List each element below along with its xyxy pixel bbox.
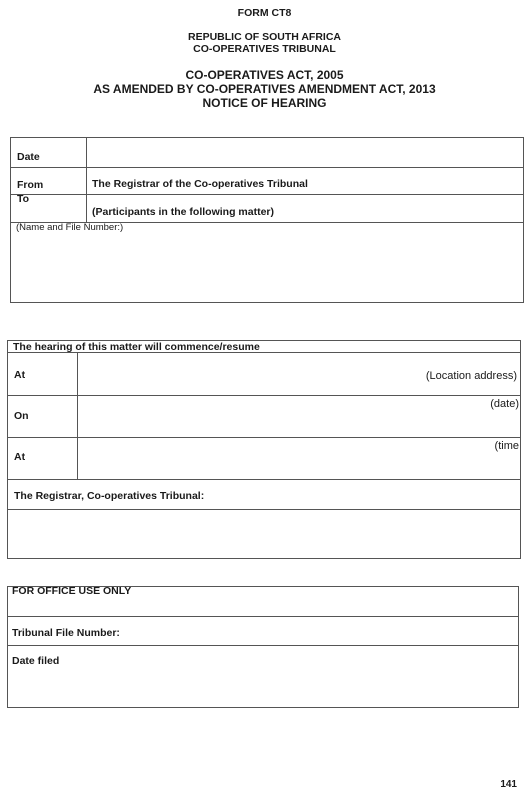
registrar-label: The Registrar, Co-operatives Tribunal: bbox=[14, 490, 205, 502]
form-id: FORM CT8 bbox=[237, 7, 292, 19]
time-hint: (time bbox=[494, 440, 519, 452]
notice-title: NOTICE OF HEARING bbox=[202, 96, 327, 110]
hearing-column-divider bbox=[77, 352, 78, 479]
divider bbox=[7, 437, 521, 438]
participants-column-divider bbox=[86, 137, 87, 222]
date-label: Date bbox=[17, 151, 40, 163]
to-value: (Participants in the following matter) bbox=[92, 206, 275, 218]
divider bbox=[7, 645, 519, 646]
header-tribunal: CO-OPERATIVES TRIBUNAL bbox=[193, 43, 336, 55]
date-filed-label: Date filed bbox=[12, 655, 60, 667]
to-label: To bbox=[17, 193, 30, 205]
on-label: On bbox=[14, 410, 29, 422]
divider bbox=[7, 616, 519, 617]
from-value: The Registrar of the Co-operatives Tribunal bbox=[92, 178, 308, 190]
divider bbox=[7, 509, 521, 510]
header-country: REPUBLIC OF SOUTH AFRICA bbox=[187, 31, 342, 43]
hearing-title: The hearing of this matter will commence/resume bbox=[13, 341, 260, 353]
participants-table bbox=[10, 137, 524, 303]
date-hint: (date) bbox=[490, 398, 519, 410]
divider bbox=[7, 395, 521, 396]
amendment-title: AS AMENDED BY CO-OPERATIVES AMENDMENT ACT, 2013 bbox=[93, 82, 436, 96]
divider bbox=[10, 167, 524, 168]
at-time-label: At bbox=[14, 451, 26, 463]
divider bbox=[10, 194, 524, 195]
office-use-title: FOR OFFICE USE ONLY bbox=[12, 585, 132, 597]
divider bbox=[7, 479, 521, 480]
page-number: 141 bbox=[500, 779, 517, 790]
from-label: From bbox=[17, 179, 44, 191]
at-location-label: At bbox=[14, 369, 26, 381]
office-use-table bbox=[7, 586, 519, 708]
name-file-label: (Name and File Number:) bbox=[16, 222, 124, 233]
location-hint: (Location address) bbox=[425, 370, 517, 382]
act-title: CO-OPERATIVES ACT, 2005 bbox=[185, 68, 344, 82]
tribunal-file-number-label: Tribunal File Number: bbox=[12, 627, 120, 639]
